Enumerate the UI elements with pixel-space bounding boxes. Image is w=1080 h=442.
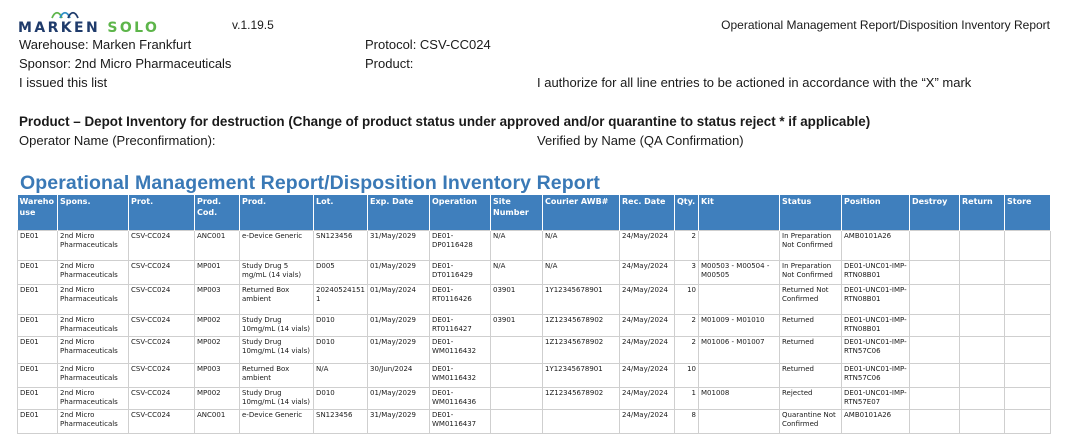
cell-prod: Study Drug 10mg/mL (14 vials) <box>240 337 314 364</box>
cell-store[interactable] <box>1005 285 1051 315</box>
cell-courier-awb: 1Z12345678902 <box>543 388 620 410</box>
cell-lot: D005 <box>314 261 368 285</box>
cell-prod: e-Device Generic <box>240 231 314 261</box>
cell-position: DE01-UNC01-IMP-RTN57C06 <box>842 364 910 388</box>
cell-kit <box>699 364 780 388</box>
cell-spons: 2nd Micro Pharmaceuticals <box>58 261 129 285</box>
table-row <box>18 315 1051 337</box>
column-header-operation: Operation <box>430 195 491 231</box>
cell-exp-date: 31/May/2029 <box>368 410 430 434</box>
cell-site-number <box>491 388 543 410</box>
cell-status: Rejected <box>780 388 842 410</box>
cell-return[interactable] <box>960 315 1005 337</box>
cell-prot: CSV-CC024 <box>129 410 195 434</box>
cell-spons: 2nd Micro Pharmaceuticals <box>58 410 129 434</box>
cell-kit <box>699 285 780 315</box>
cell-position: DE01-UNC01-IMP-RTN57E07 <box>842 388 910 410</box>
cell-position: AMB0101A26 <box>842 410 910 434</box>
section-title: Product – Depot Inventory for destruction (Change of product status under approved and/or quarantine to status reject * if applicable) <box>19 114 871 129</box>
column-header-destroy: Destroy <box>910 195 960 231</box>
cell-store[interactable] <box>1005 364 1051 388</box>
cell-prod-cod: ANC001 <box>195 231 240 261</box>
cell-spons: 2nd Micro Pharmaceuticals <box>58 364 129 388</box>
cell-courier-awb: N/A <box>543 231 620 261</box>
cell-return[interactable] <box>960 285 1005 315</box>
cell-wareho-use: DE01 <box>18 364 58 388</box>
cell-prod: e-Device Generic <box>240 410 314 434</box>
cell-destroy[interactable] <box>910 315 960 337</box>
cell-prot: CSV-CC024 <box>129 315 195 337</box>
cell-courier-awb: 1Z12345678902 <box>543 337 620 364</box>
cell-kit: M01008 <box>699 388 780 410</box>
authorize-text: I authorize for all line entries to be actioned in accordance with the “X” mark <box>537 75 972 90</box>
cell-operation: DE01-WM0116432 <box>430 364 491 388</box>
cell-status: Returned <box>780 337 842 364</box>
cell-wareho-use: DE01 <box>18 231 58 261</box>
cell-wareho-use: DE01 <box>18 337 58 364</box>
cell-courier-awb: 1Y12345678901 <box>543 285 620 315</box>
cell-return[interactable] <box>960 231 1005 261</box>
cell-site-number: N/A <box>491 231 543 261</box>
cell-lot: 202405241511 <box>314 285 368 315</box>
cell-operation: DE01-WM0116437 <box>430 410 491 434</box>
cell-store[interactable] <box>1005 388 1051 410</box>
cell-exp-date: 01/May/2029 <box>368 337 430 364</box>
cell-rec-date: 24/May/2024 <box>620 261 675 285</box>
cell-operation: DE01-WM0116432 <box>430 337 491 364</box>
cell-exp-date: 01/May/2024 <box>368 285 430 315</box>
cell-prod-cod: MP002 <box>195 337 240 364</box>
sponsor-label: Sponsor: 2nd Micro Pharmaceuticals <box>19 56 232 71</box>
cell-site-number: 03901 <box>491 315 543 337</box>
cell-operation: DE01-WM0116436 <box>430 388 491 410</box>
cell-rec-date: 24/May/2024 <box>620 315 675 337</box>
table-row <box>18 410 1051 434</box>
column-header-prod: Prod. <box>240 195 314 231</box>
table-row <box>18 285 1051 315</box>
cell-prod: Returned Box ambient <box>240 285 314 315</box>
cell-destroy[interactable] <box>910 231 960 261</box>
cell-prod-cod: MP001 <box>195 261 240 285</box>
cell-qty: 1 <box>675 388 699 410</box>
cell-operation: DE01-DT0116429 <box>430 261 491 285</box>
cell-position: DE01-UNC01-IMP-RTN57C06 <box>842 337 910 364</box>
cell-qty: 2 <box>675 337 699 364</box>
table-row <box>18 261 1051 285</box>
cell-exp-date: 01/May/2029 <box>368 315 430 337</box>
cell-wareho-use: DE01 <box>18 388 58 410</box>
cell-prod-cod: MP002 <box>195 388 240 410</box>
cell-return[interactable] <box>960 261 1005 285</box>
cell-kit <box>699 410 780 434</box>
operator-name-label: Operator Name (Preconfirmation): <box>19 133 216 148</box>
protocol-label: Protocol: CSV-CC024 <box>365 37 491 52</box>
verified-name-label: Verified by Name (QA Confirmation) <box>537 133 744 148</box>
cell-position: AMB0101A26 <box>842 231 910 261</box>
cell-site-number <box>491 337 543 364</box>
cell-prot: CSV-CC024 <box>129 231 195 261</box>
cell-destroy[interactable] <box>910 364 960 388</box>
cell-kit <box>699 231 780 261</box>
column-header-prod-cod: Prod. Cod. <box>195 195 240 231</box>
cell-wareho-use: DE01 <box>18 261 58 285</box>
product-label: Product: <box>365 56 414 71</box>
cell-exp-date: 01/May/2029 <box>368 388 430 410</box>
cell-prod: Study Drug 10mg/mL (14 vials) <box>240 388 314 410</box>
cell-qty: 10 <box>675 364 699 388</box>
cell-qty: 8 <box>675 410 699 434</box>
cell-exp-date: 30/Jun/2024 <box>368 364 430 388</box>
cell-destroy[interactable] <box>910 261 960 285</box>
cell-spons: 2nd Micro Pharmaceuticals <box>58 231 129 261</box>
cell-store[interactable] <box>1005 337 1051 364</box>
cell-return[interactable] <box>960 337 1005 364</box>
cell-courier-awb: N/A <box>543 261 620 285</box>
version-label: v.1.19.5 <box>232 18 274 32</box>
column-header-kit: Kit <box>699 195 780 231</box>
cell-kit: M01006 - M01007 <box>699 337 780 364</box>
cell-wareho-use: DE01 <box>18 410 58 434</box>
cell-prod-cod: ANC001 <box>195 410 240 434</box>
cell-return[interactable] <box>960 364 1005 388</box>
table-row <box>18 337 1051 364</box>
inventory-table <box>17 195 1051 434</box>
column-header-site-number: Site Number <box>491 195 543 231</box>
column-header-lot: Lot. <box>314 195 368 231</box>
column-header-rec-date: Rec. Date <box>620 195 675 231</box>
column-header-return: Return <box>960 195 1005 231</box>
cell-status: In Preparation Not Confirmed <box>780 231 842 261</box>
column-header-position: Position <box>842 195 910 231</box>
column-header-status: Status <box>780 195 842 231</box>
cell-prod-cod: MP003 <box>195 364 240 388</box>
cell-prot: CSV-CC024 <box>129 285 195 315</box>
cell-status: In Preparation Not Confirmed <box>780 261 842 285</box>
cell-qty: 2 <box>675 231 699 261</box>
cell-rec-date: 24/May/2024 <box>620 410 675 434</box>
cell-position: DE01-UNC01-IMP-RTN08B01 <box>842 261 910 285</box>
cell-rec-date: 24/May/2024 <box>620 337 675 364</box>
cell-destroy[interactable] <box>910 410 960 434</box>
cell-destroy[interactable] <box>910 337 960 364</box>
cell-prod: Returned Box ambient <box>240 364 314 388</box>
cell-status: Returned <box>780 315 842 337</box>
column-header-store: Store <box>1005 195 1051 231</box>
cell-spons: 2nd Micro Pharmaceuticals <box>58 388 129 410</box>
cell-position: DE01-UNC01-IMP-RTN08B01 <box>842 315 910 337</box>
cell-rec-date: 24/May/2024 <box>620 231 675 261</box>
cell-status: Returned Not Confirmed <box>780 285 842 315</box>
logo-brand: MARKEN <box>18 20 101 36</box>
cell-store[interactable] <box>1005 410 1051 434</box>
cell-spons: 2nd Micro Pharmaceuticals <box>58 285 129 315</box>
column-header-wareho-use: Wareho use <box>18 195 58 231</box>
cell-kit: M00503 - M00504 - M00505 <box>699 261 780 285</box>
cell-operation: DE01-RT0116426 <box>430 285 491 315</box>
cell-status: Quarantine Not Confirmed <box>780 410 842 434</box>
cell-status: Returned <box>780 364 842 388</box>
cell-store[interactable] <box>1005 261 1051 285</box>
cell-operation: DE01-RT0116427 <box>430 315 491 337</box>
cell-position: DE01-UNC01-IMP-RTN08B01 <box>842 285 910 315</box>
cell-courier-awb <box>543 410 620 434</box>
cell-site-number <box>491 410 543 434</box>
cell-site-number: 03901 <box>491 285 543 315</box>
cell-wareho-use: DE01 <box>18 285 58 315</box>
cell-operation: DE01-DP0116428 <box>430 231 491 261</box>
cell-lot: D010 <box>314 388 368 410</box>
cell-exp-date: 31/May/2029 <box>368 231 430 261</box>
warehouse-label: Warehouse: Marken Frankfurt <box>19 37 192 52</box>
column-header-exp-date: Exp. Date <box>368 195 430 231</box>
cell-prot: CSV-CC024 <box>129 261 195 285</box>
table-row <box>18 388 1051 410</box>
cell-lot: D010 <box>314 315 368 337</box>
cell-store[interactable] <box>1005 315 1051 337</box>
cell-destroy[interactable] <box>910 388 960 410</box>
cell-exp-date: 01/May/2029 <box>368 261 430 285</box>
cell-lot: SN123456 <box>314 410 368 434</box>
cell-return[interactable] <box>960 410 1005 434</box>
report-title: Operational Management Report/Disposition Inventory Report <box>20 172 601 194</box>
table-row <box>18 231 1051 261</box>
column-header-qty: Qty. <box>675 195 699 231</box>
report-header-title: Operational Management Report/Disposition Inventory Report <box>721 18 1050 32</box>
cell-rec-date: 24/May/2024 <box>620 285 675 315</box>
cell-spons: 2nd Micro Pharmaceuticals <box>58 315 129 337</box>
cell-prod: Study Drug 5 mg/mL (14 vials) <box>240 261 314 285</box>
cell-courier-awb: 1Y12345678901 <box>543 364 620 388</box>
cell-destroy[interactable] <box>910 285 960 315</box>
table-row <box>18 364 1051 388</box>
cell-qty: 3 <box>675 261 699 285</box>
cell-qty: 2 <box>675 315 699 337</box>
cell-lot: SN123456 <box>314 231 368 261</box>
cell-site-number: N/A <box>491 261 543 285</box>
issued-text: I issued this list <box>19 75 108 90</box>
cell-lot: N/A <box>314 364 368 388</box>
cell-store[interactable] <box>1005 231 1051 261</box>
cell-prod: Study Drug 10mg/mL (14 vials) <box>240 315 314 337</box>
cell-spons: 2nd Micro Pharmaceuticals <box>58 337 129 364</box>
logo-sub: SOLO <box>107 20 160 36</box>
cell-rec-date: 24/May/2024 <box>620 388 675 410</box>
column-header-spons: Spons. <box>58 195 129 231</box>
cell-wareho-use: DE01 <box>18 315 58 337</box>
cell-prot: CSV-CC024 <box>129 388 195 410</box>
logo-mark-icon <box>50 9 110 19</box>
marken-logo <box>18 13 159 36</box>
cell-prot: CSV-CC024 <box>129 364 195 388</box>
cell-qty: 10 <box>675 285 699 315</box>
column-header-courier-awb: Courier AWB# <box>543 195 620 231</box>
cell-prot: CSV-CC024 <box>129 337 195 364</box>
cell-site-number <box>491 364 543 388</box>
cell-prod-cod: MP002 <box>195 315 240 337</box>
column-header-prot: Prot. <box>129 195 195 231</box>
cell-prod-cod: MP003 <box>195 285 240 315</box>
cell-rec-date: 24/May/2024 <box>620 364 675 388</box>
cell-lot: D010 <box>314 337 368 364</box>
cell-return[interactable] <box>960 388 1005 410</box>
cell-courier-awb: 1Z12345678902 <box>543 315 620 337</box>
cell-kit: M01009 - M01010 <box>699 315 780 337</box>
